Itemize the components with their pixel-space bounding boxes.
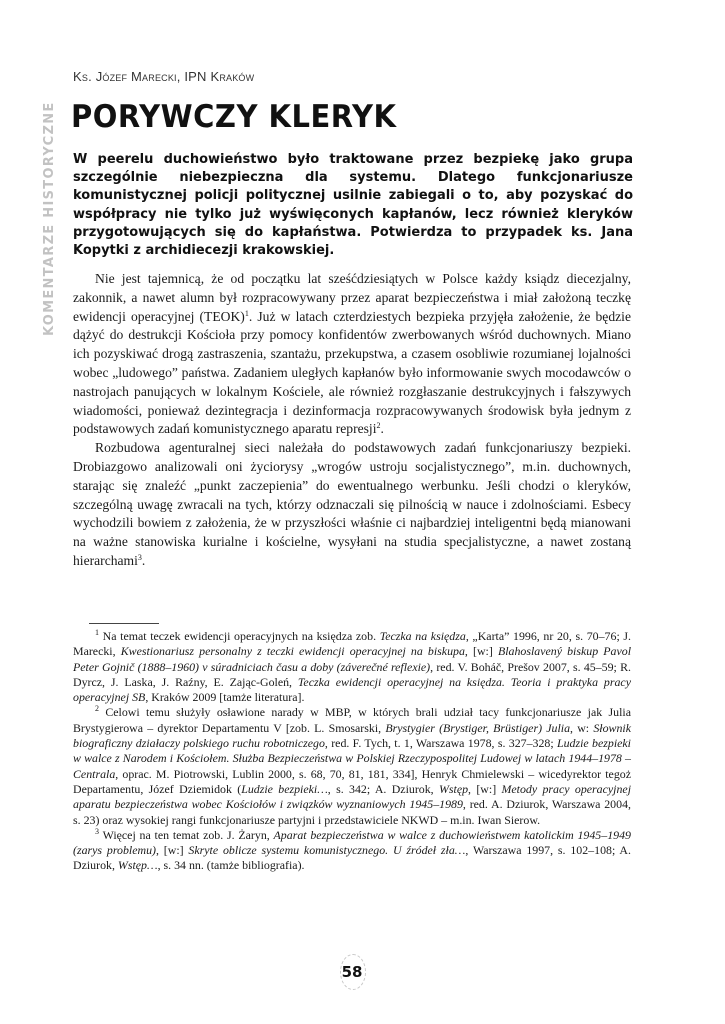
footnote-title: Blahoslavený biskup Pavol Peter Gojnič (1888–1960) v súradniciach času a doby (záverečné reflexie) — [73, 644, 631, 674]
footnote-title: Wstęp — [438, 781, 469, 796]
footnote-text: , s. 342; A. Dziurok, — [327, 781, 439, 796]
footnote-text: Celowi temu służyły osławione narady w MBP, w których brali udział tacy funkcjonariusze jak Julia Brystygierowa – dyrektor Departamentu V [zob. L. Smosarski, — [73, 705, 631, 735]
footnote-title: Brystygier (Brystiger, Brüstiger) Julia — [385, 720, 571, 735]
footnote-text: , [w:] — [155, 843, 189, 858]
footnote-text: , [w:] — [468, 781, 502, 796]
footnote-title: Wstęp… — [117, 858, 158, 873]
footnote-title: Teczka ewidencji operacyjnej na księdza. Teoria i praktyka pracy operacyjnej SB — [73, 674, 631, 705]
section-label: KOMENTARZE HISTORYCZNE — [42, 101, 57, 336]
footnote-text: , red. A. Dziurok, Warszawa 2004, s. 23) oraz wysokiej rangi funkcjonariusze partyjni i przedstawiciele NKWD – m.in. Iwan Sierow. — [73, 797, 631, 827]
footnote-1 — [73, 629, 631, 705]
footnote-text: , Warszawa 1997, s. 102–108; A. Dziurok, — [73, 843, 631, 873]
footnote-title: Skryte oblicze systemu komunistycznego. U źródeł zła… — [188, 843, 466, 858]
footnote-text: , oprac. M. Piotrowski, Lublin 2000, s. 68, 70, 81, 181, 334], Henryk Chmielewski – wicedyrektor tegoż Departamentu, Józef Dziemidok ( — [73, 766, 631, 796]
footnote-title: Słownik biograficzny działaczy polskiego ruchu robotniczego — [73, 720, 631, 751]
footnote-text: Na temat teczek ewidencji operacyjnych na księdza zob. — [99, 629, 380, 643]
footnote-title: Ludzie bezpieki… — [241, 781, 328, 796]
footnote-ref-3: 3 — [137, 552, 142, 562]
footnote-3 — [73, 828, 631, 874]
footnotes — [73, 629, 631, 874]
footnote-text: Więcej na ten temat zob. J. Żaryn, — [99, 827, 274, 842]
article-lead: W peerelu duchowieństwo było traktowane przez bezpiekę jako grupa szczególnie niebezpieczna dla systemu. Dlatego funkcjonariusze komunistycznej policji politycznej usilnie zabiegali o to, aby pozyskać do współpracy nie tylko już wyświęconych kapłanów, lecz również kleryków przygotowujących się do kapłaństwa. Potwierdza to przypadek ks. Jana Kopytki z archidiecezji krakowskiej. — [73, 152, 633, 259]
paragraph-text: Rozbudowa agenturalnej sieci należała do podstawowych zadań funkcjonariuszy bezpieki. Drobiazgowo analizowali oni życiorysy „wrogów ustroju socjalistycznego”, m.in. duchownych, starając się znaleźć „punkt zaczepienia” do ewentualnego werbunku. Jeśli chodzi o kleryków, szczególną uwagę zwracali na tych, którzy odznaczali się pilnością w nauce i zdolnościami. Esbecy wychodzili bowiem z założenia, że w przyszłości właśnie ci najbardziej inteligentni będą mianowani na ważne stanowiska kurialne i kościelne, wysyłani na studia specjalistyczne, a nawet zostaną hierarchami — [73, 440, 631, 568]
footnote-title: Teczka na księdza — [379, 629, 466, 643]
footnote-text: , red. F. Tych, t. 1, Warszawa 1978, s. 327–328; — [324, 736, 557, 751]
paragraph-text: . — [141, 552, 146, 568]
footnote-ref-1: 1 — [244, 308, 249, 318]
footnote-number: 2 — [95, 704, 99, 714]
article-title: PORYWCZY KLERYK — [71, 98, 397, 135]
paragraph-text: . Już w latach czterdziestych bezpieka przyjęła założenie, że będzie dążyć do destrukcji Kościoła przy pomocy konfidentów zwerbowanych wśród duchownych. Miano ich pozyskiwać drogą zastraszenia, szantażu, przekupstwa, a czasem osobliwie rozumianej lojalności wobec „ludowego” państwa. Zadaniem uległych kapłanów było informowanie swych mocodawców o nastrojach panujących w lokalnym Kościele, ale również rozgłaszanie destrukcyjnych i fałszywych wiadomości, ponieważ dezintegracja i dezinformacja rozpracowywanych środowisk była jednym z podstawowych zadań komunistycznego aparatu represji — [73, 308, 631, 437]
footnote-title: Metody pracy operacyjnej aparatu bezpieczeństwa wobec Kościołów i związków wyznaniowych 1945–1989 — [73, 781, 632, 812]
article-author: Ks. Józef Marecki, IPN Kraków — [73, 69, 255, 84]
footnote-text: , „Karta” 1996, nr 20, s. 70–76; J. Marecki, — [73, 629, 631, 659]
footnote-text: , s. 34 nn. (tamże bibliografia). — [157, 858, 305, 873]
paragraph-text: Nie jest tajemnicą, że od początku lat sześćdziesiątych w Polsce każdy ksiądz diecezjalny, zakonnik, a nawet alumn był rozpracowywany przez aparat bezpieczeństwa i miał założoną teczkę ewidencji operacyjnej (TEOK) — [73, 271, 631, 324]
page-number: 58 — [341, 963, 363, 981]
footnote-text: , red. V. Boháč, Prešov 2007, s. 45–59; R. Dyrcz, J. Laska, J. Raźny, E. Zając-Goleń, — [73, 659, 631, 689]
article-body — [73, 270, 631, 571]
footnote-number: 3 — [95, 826, 99, 836]
footnote-text: , w: — [570, 720, 594, 735]
paragraph-text: . — [380, 421, 384, 437]
body-paragraph-2 — [73, 439, 631, 571]
footnote-2 — [73, 705, 631, 827]
footnote-title: Kwestionariusz personalny z teczki ewidencji operacyjnej na biskupa — [120, 644, 465, 659]
body-paragraph-1 — [73, 270, 631, 439]
footnote-text: , Kraków 2009 [tamże literatura]. — [145, 690, 305, 705]
footnote-number: 1 — [95, 628, 99, 637]
footnote-title: Aparat bezpieczeństwa w walce z duchowieństwem katolickim 1945–1949 (zarys problemu) — [73, 827, 631, 858]
footnote-ref-2: 2 — [376, 421, 381, 431]
footnote-text: , [w:] — [464, 644, 498, 659]
footnote-title: Ludzie bezpieki w walce z Narodem i Kościołem. Służba Bezpieczeństwa w Polskiej Rzeczypospolitej Ludowej w latach 1944–1978 – Centrala — [73, 736, 631, 781]
footnote-divider — [89, 623, 159, 624]
